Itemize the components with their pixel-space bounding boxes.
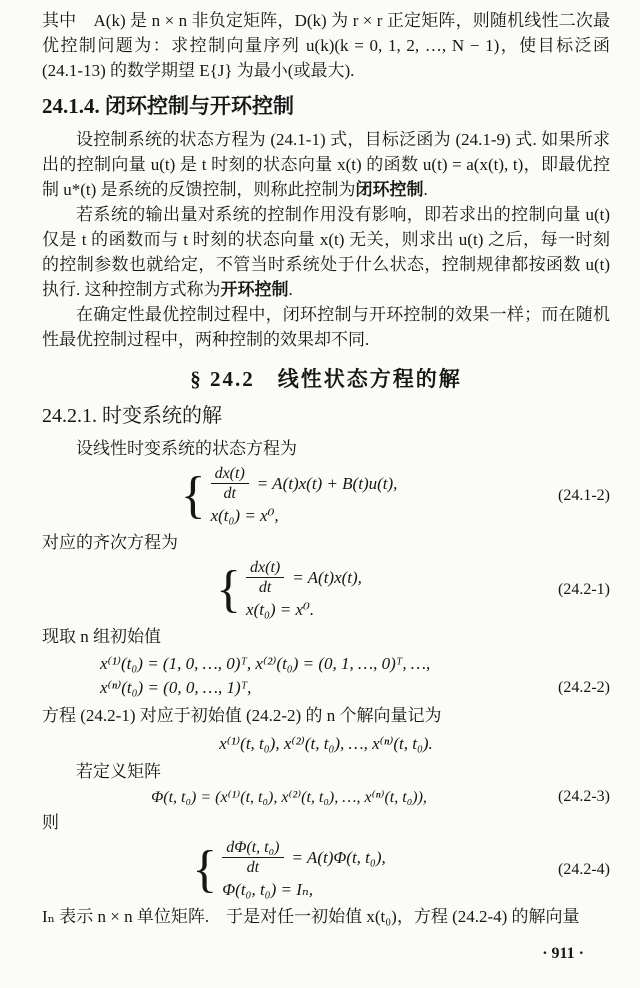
left-brace-symbol: {	[180, 466, 206, 524]
closed-loop-term: 闭环控制	[355, 180, 424, 199]
equation-24-2-2	[42, 652, 610, 700]
case-line-initial	[222, 879, 313, 901]
equation-label: (24.2-1)	[558, 580, 610, 598]
page-number: · 911 ·	[542, 945, 584, 962]
initial-vectors-line-2-row	[42, 676, 610, 700]
paragraph-then: 则	[42, 813, 59, 832]
equation-24-2-4	[42, 838, 610, 901]
paragraph-closed-loop-text: 设控制系统的状态方程为 (24.1-1) 式，目标泛函为 (24.1-9) 式. 如果所求出的控制向量 u(t) 是 t 时刻的状态向量 x(t) 的函数 u(t) = a(x(t), t)，即最优控制 u*(t) 是系统的反馈控制，则称此控制为	[42, 130, 610, 199]
equation-rhs: = A(t)x(t) + B(t)u(t),	[256, 473, 398, 493]
paragraph-open-loop-text: 若系统的输出量对系统的控制作用没有影响，即若求出的控制向量 u(t) 仅是 t 的函数而与 t 时刻的状态向量 x(t) 无关，则求出 u(t) 之后，每一时刻的控制参数也就给定，不管当时系统处于什么状态，控制规律都按函数 u(t) 执行. 这种控制方式称为	[42, 205, 610, 299]
paragraph-homogeneous: 对应的齐次方程为	[42, 533, 178, 552]
fraction-denominator: dt	[223, 485, 236, 502]
paragraph-closed-loop	[42, 127, 610, 202]
paragraph-closed-loop-period: .	[423, 180, 428, 199]
equation-label: (24.2-4)	[558, 860, 610, 878]
fraction-numerator: dΦ(t, t₀)	[222, 838, 283, 858]
initial-condition: x(t₀) = x⁰.	[246, 600, 315, 619]
case-line-initial	[246, 599, 314, 621]
case-line-initial	[211, 505, 279, 527]
solution-vectors-display: x⁽¹⁾(t, t₀), x⁽²⁾(t, t₀), …, x⁽ⁿ⁾(t, t₀).	[219, 734, 433, 753]
equation-rhs: = A(t)Φ(t, t₀),	[291, 847, 386, 867]
open-loop-term: 开环控制	[220, 280, 289, 299]
fraction	[222, 838, 283, 877]
equation-24-2-1-body	[42, 558, 536, 621]
paragraph-identity-matrix: Iₙ 表示 n × n 单位矩阵. 于是对任一初始值 x(t₀)，方程 (24.2-4) 的解向量	[42, 907, 580, 926]
fraction-denominator: dt	[246, 859, 260, 876]
case-line-derivative	[222, 838, 386, 877]
case-line-derivative	[246, 558, 362, 597]
fraction-numerator: dx(t)	[211, 464, 249, 484]
paragraph-intro: 其中 A(k) 是 n × n 非负定矩阵，D(k) 为 r × r 正定矩阵，则随机线性二次最优控制问题为：求控制向量序列 u(k)(k = 0, 1, 2, …, N − 1)，使目标泛函 (24.1-13) 的数学期望 E{J} 为最小(或最大).	[42, 11, 610, 80]
fraction	[211, 464, 249, 503]
initial-condition: x(t₀) = x⁰,	[210, 506, 279, 525]
cases-group	[216, 558, 362, 621]
left-brace-symbol: {	[192, 840, 218, 898]
case-lines	[246, 558, 362, 621]
cases-group	[181, 464, 398, 527]
transition-matrix-definition: Φ(t, t₀) = (x⁽¹⁾(t, t₀), x⁽²⁾(t, t₀), …, x⁽ⁿ⁾(t, t₀)),	[151, 789, 427, 806]
heading-section-24-2: § 24.2 线性状态方程的解	[190, 367, 462, 391]
equation-label: (24.2-3)	[558, 788, 610, 805]
paragraph-comparison: 在确定性最优控制过程中，闭环控制与开环控制的效果一样；而在随机性最优控制过程中，两种控制的效果却不同.	[42, 305, 610, 349]
heading-24-1-4: 24.1.4. 闭环控制与开环控制	[42, 94, 294, 118]
cases-group	[192, 838, 385, 901]
equation-24-2-4-body	[42, 838, 536, 901]
case-line-derivative	[211, 464, 398, 503]
heading-24-2-1: 24.2.1. 时变系统的解	[42, 405, 222, 427]
equation-24-2-3	[42, 787, 610, 807]
equation-label: (24.1-2)	[558, 486, 610, 504]
paragraph-open-loop	[42, 202, 610, 302]
paragraph-open-loop-period: .	[288, 280, 293, 299]
equation-24-2-1	[42, 558, 610, 621]
initial-condition: Φ(t₀, t₀) = Iₙ,	[222, 880, 314, 899]
equation-24-2-3-body	[42, 787, 536, 807]
fraction	[246, 558, 284, 597]
case-lines	[222, 838, 386, 901]
fraction-numerator: dx(t)	[246, 558, 284, 578]
fraction-denominator: dt	[258, 579, 272, 596]
left-brace-symbol: {	[216, 560, 242, 618]
case-lines	[211, 464, 398, 527]
equation-rhs: = A(t)x(t),	[292, 567, 362, 587]
equation-24-1-2-body	[42, 464, 536, 527]
paragraph-state-equation-intro: 设线性时变系统的状态方程为	[76, 439, 297, 458]
equation-24-1-2	[42, 464, 610, 527]
initial-vectors-line-1: x⁽¹⁾(t₀) = (1, 0, …, 0)ᵀ, x⁽²⁾(t₀) = (0, 1, …, 0)ᵀ, …,	[100, 654, 431, 673]
paragraph-solution-vectors-intro: 方程 (24.2-1) 对应于初始值 (24.2-2) 的 n 个解向量记为	[42, 706, 442, 725]
initial-vectors-line-2: x⁽ⁿ⁾(t₀) = (0, 0, …, 1)ᵀ,	[100, 678, 252, 697]
paragraph-initial-values: 现取 n 组初始值	[42, 627, 161, 646]
equation-label: (24.2-2)	[558, 679, 610, 696]
paragraph-define-matrix: 若定义矩阵	[76, 762, 161, 781]
